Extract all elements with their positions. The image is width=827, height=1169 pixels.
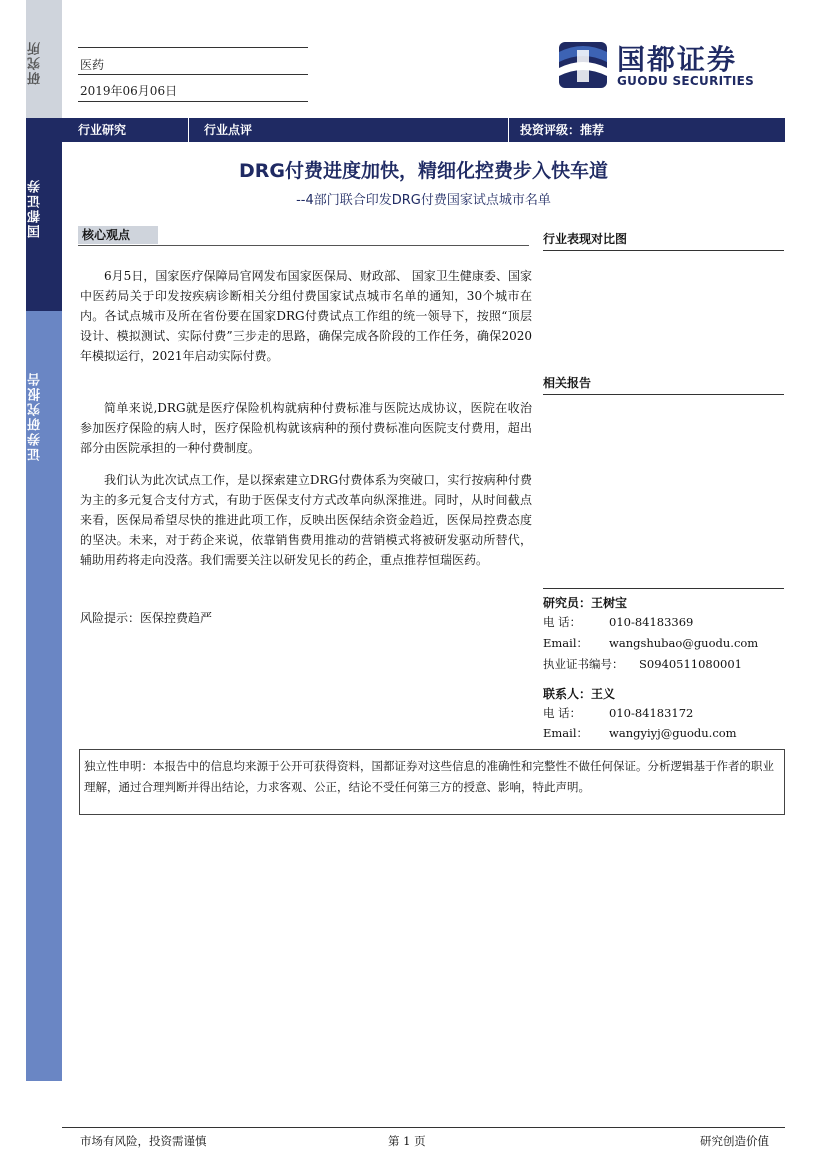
sidebar-label-research: 研究所 — [28, 40, 43, 85]
independence-disclaimer: 独立性申明：本报告中的信息均来源于公开可获得资料，国都证券对这些信息的准确性和完整性不做任何保证。分析逻辑基于作者的职业理解，通过合理判断并得出结论，力求客观、公正，结论不受任何第三方的授意、影响，特此声明。 — [79, 749, 785, 815]
sidebar-label-report-type: 证券研究报告 — [28, 371, 43, 461]
footer-rule — [62, 1127, 785, 1128]
analyst-rule — [543, 588, 784, 589]
core-view-rule — [78, 245, 529, 246]
core-paragraph-text: 我们认为此次试点工作，是以探索建立DRG付费体系为突破口，实行按病种付费为主的多元复合支付方式，有助于医保支付方式改革向纵深推进。同时，从时间截点来看，医保局希望尽快的推进此项工作，反映出医保结余资金趋近，医保局控费态度的坚决。未来，对于药企来说，依靠销售费用推动的营销模式将被研发驱动所替代，辅助用药将走向没落。我们需要关注以研发见长的药企，重点推荐恒瑞医药。 — [80, 473, 532, 567]
core-paragraph — [80, 470, 532, 570]
investment-rating: 投资评级：推荐 — [520, 123, 605, 137]
logo-english-name: GUODU SECURITIES — [617, 74, 755, 88]
analyst-license: S0940511080001 — [639, 657, 742, 671]
sidebar-strip-top — [26, 0, 62, 118]
category-research-type: 行业研究 — [78, 123, 127, 137]
analyst-phone-label: 电 话： — [543, 615, 582, 629]
footer-slogan: 研究创造价值 — [700, 1134, 769, 1148]
performance-chart-heading: 行业表现对比图 — [543, 230, 784, 251]
category-bar — [62, 118, 785, 142]
analyst-phone: 010-84183369 — [609, 615, 694, 629]
category-divider — [188, 118, 189, 142]
company-logo — [555, 36, 765, 96]
sidebar-strip-bottom — [26, 311, 62, 1081]
header-rule-middle — [78, 74, 308, 75]
contact-phone: 010-84183172 — [609, 706, 694, 720]
contact-name: 联系人：王义 — [543, 687, 616, 701]
analyst-email-label: Email： — [543, 636, 589, 650]
report-subtitle: --4部门联合印发DRG付费国家试点城市名单 — [296, 193, 551, 208]
sidebar-strip-middle — [26, 118, 62, 311]
header-rule-bottom — [78, 101, 308, 102]
core-paragraph — [80, 266, 532, 366]
related-reports-heading: 相关报告 — [543, 374, 784, 395]
report-title: DRG付费进度加快，精细化控费步入快车道 — [239, 160, 608, 182]
header-rule-top — [78, 47, 308, 48]
core-paragraph — [80, 398, 532, 458]
category-report-type: 行业点评 — [204, 123, 253, 137]
sidebar-label-company: 国都证券 — [28, 178, 43, 238]
analyst-phone-row — [543, 614, 693, 630]
analyst-email-row — [543, 635, 758, 651]
contact-phone-row — [543, 705, 693, 721]
risk-warning — [80, 608, 532, 628]
logo-mark-icon — [555, 36, 611, 92]
analyst-email[interactable]: wangshubao@guodu.com — [609, 636, 759, 650]
sector-label: 医药 — [80, 58, 105, 72]
report-date: 2019年06月06日 — [80, 84, 178, 98]
core-paragraph-text: 简单来说,DRG就是医疗保险机构就病种付费标准与医院达成协议，医院在收治参加医疗保险的病人时，医疗保险机构就该病种的预付费标准向医院支付费用，超出部分由医院承担的一种付费制度。 — [80, 401, 532, 455]
core-paragraph-text: 6月5日，国家医疗保障局官网发布国家医保局、财政部、 国家卫生健康委、国家中医药局关于印发按疾病诊断相关分组付费国家试点城市名单的通知，30个城市在内。各试点城市及所在省份要在国家DRG付费试点工作组的统一领导下，按照“顶层设计、模拟测试、实际付费”三步走的思路，确保完成各阶段的工作任务，确保2020年模拟运行，2021年启动实际付费。 — [80, 269, 532, 363]
contact-email-label: Email： — [543, 726, 589, 740]
footer-risk-note: 市场有风险，投资需谨慎 — [80, 1134, 207, 1148]
analyst-name: 研究员：王树宝 — [543, 596, 628, 610]
risk-warning-text: 风险提示：医保控费趋严 — [80, 611, 213, 625]
contact-email-row — [543, 725, 737, 741]
page-number: 第 1 页 — [388, 1134, 426, 1148]
analyst-license-row — [543, 656, 742, 672]
contact-phone-label: 电 话： — [543, 706, 582, 720]
logo-chinese-name: 国都证券 — [617, 43, 738, 76]
core-view-heading: 核心观点 — [78, 226, 158, 244]
contact-email[interactable]: wangyiyj@guodu.com — [609, 726, 737, 740]
category-divider — [508, 118, 509, 142]
analyst-license-label: 执业证书编号： — [543, 657, 624, 671]
